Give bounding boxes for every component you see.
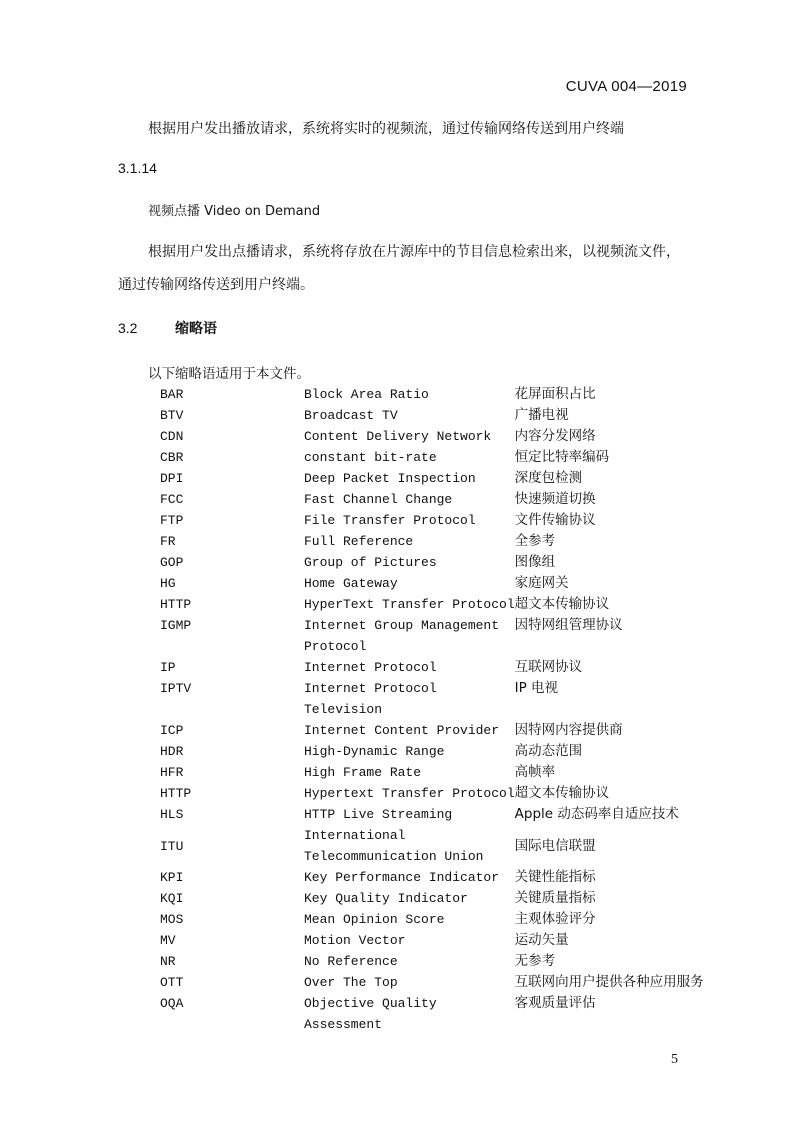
- abbreviation-code: HDR: [160, 744, 184, 759]
- abbreviation-full-term: Key Performance Indicator: [304, 870, 500, 885]
- abbreviation-full-term: File Transfer Protocol: [304, 513, 476, 528]
- abbreviation-row: [148, 531, 704, 552]
- abbreviation-chinese-term: 互联网协议: [514, 659, 583, 675]
- abbreviation-full-term: Objective Quality Assessment: [304, 996, 437, 1032]
- abbreviation-row: [148, 930, 704, 951]
- abbreviation-chinese-term: 快速频道切换: [514, 491, 596, 507]
- abbreviation-code: KPI: [160, 870, 184, 885]
- abbreviation-row: [148, 783, 704, 804]
- abbreviation-full-term: Broadcast TV: [304, 408, 398, 423]
- abbreviation-row: [148, 657, 704, 678]
- abbreviation-full-term: Content Delivery Network: [304, 429, 492, 444]
- abbreviation-code: FCC: [160, 492, 184, 507]
- abbreviation-full-term: Hypertext Transfer Protocol: [304, 786, 515, 801]
- abbreviation-code: NR: [160, 954, 176, 969]
- abbreviation-code: HLS: [160, 807, 184, 822]
- abbreviation-row: [148, 447, 704, 468]
- abbreviation-full-term: No Reference: [304, 954, 398, 969]
- abbreviation-chinese-term: 家庭网关: [514, 575, 569, 591]
- abbreviation-row: [148, 678, 704, 720]
- clause-number: 3.1.14: [118, 160, 157, 176]
- abbreviation-code: CBR: [160, 450, 184, 465]
- abbreviation-full-term: HyperText Transfer Protocol: [304, 597, 515, 612]
- abbreviation-full-term: Internet Protocol Television: [304, 681, 437, 717]
- abbreviation-code: BTV: [160, 408, 184, 423]
- abbreviation-chinese-term: 无参考: [514, 953, 556, 969]
- abbreviation-row: [148, 405, 704, 426]
- abbreviation-full-term: Motion Vector: [304, 933, 406, 948]
- abbreviation-chinese-term: Apple 动态码率自适应技术: [514, 806, 679, 822]
- abbreviation-code: HG: [160, 576, 176, 591]
- abbreviation-code: BAR: [160, 387, 184, 402]
- abbreviation-code: KQI: [160, 891, 184, 906]
- abbreviation-full-term: Deep Packet Inspection: [304, 471, 476, 486]
- abbreviation-full-term: constant bit-rate: [304, 450, 437, 465]
- abbreviation-chinese-term: 因特网内容提供商: [514, 722, 623, 738]
- abbreviation-code: OQA: [160, 996, 184, 1011]
- abbreviation-row: [148, 909, 704, 930]
- abbreviation-full-term: Fast Channel Change: [304, 492, 453, 507]
- abbreviation-full-term: High Frame Rate: [304, 765, 422, 780]
- abbreviation-chinese-term: 图像组: [514, 554, 556, 570]
- abbreviation-full-term: Block Area Ratio: [304, 387, 429, 402]
- abbreviation-chinese-term: 关键质量指标: [514, 890, 596, 906]
- abbreviation-chinese-term: 深度包检测: [514, 470, 583, 486]
- abbreviation-row: [148, 720, 704, 741]
- abbreviation-code: MV: [160, 933, 176, 948]
- abbreviation-row: [148, 888, 704, 909]
- abbreviation-row: [148, 762, 704, 783]
- abbreviation-chinese-term: 高帧率: [514, 764, 556, 780]
- abbreviation-code: IGMP: [160, 618, 192, 633]
- abbreviation-chinese-term: 花屏面积占比: [514, 386, 596, 402]
- abbreviation-chinese-term: 广播电视: [514, 407, 569, 423]
- abbreviation-row: [148, 594, 704, 615]
- clause-definition: 根据用户发出点播请求，系统将存放在片源库中的节目信息检索出来，以视频流文件，通过传输网络传送到用户终端。: [118, 244, 680, 293]
- abbreviation-full-term: Full Reference: [304, 534, 414, 549]
- abbreviation-full-term: Group of Pictures: [304, 555, 437, 570]
- abbreviation-code: ICP: [160, 723, 184, 738]
- abbreviation-chinese-term: 关键性能指标: [514, 869, 596, 885]
- abbreviation-code: ITU: [160, 838, 184, 854]
- abbreviation-code: HFR: [160, 765, 184, 780]
- abbreviation-chinese-term: 因特网组管理协议: [514, 617, 623, 633]
- abbreviation-code: IP: [160, 660, 176, 675]
- abbreviation-row: [148, 804, 704, 825]
- abbreviation-row: [148, 384, 704, 405]
- abbreviation-chinese-term: 恒定比特率编码: [514, 449, 610, 465]
- abbreviation-chinese-term: 全参考: [514, 533, 556, 549]
- abbreviation-chinese-term: IP 电视: [514, 680, 559, 696]
- document-header-id: CUVA 004—2019: [565, 78, 687, 95]
- abbreviation-chinese-term: 运动矢量: [514, 932, 569, 948]
- abbreviation-row: [148, 615, 704, 657]
- page-number: 5: [671, 1052, 678, 1067]
- abbreviation-row: [148, 510, 704, 531]
- abbreviation-chinese-term: 国际电信联盟: [514, 837, 596, 854]
- abbreviation-code: HTTP: [160, 597, 192, 612]
- abbreviation-full-term: HTTP Live Streaming: [304, 807, 453, 822]
- abbreviation-full-term: International Telecommunication Union: [304, 828, 484, 864]
- abbreviation-full-term: Key Quality Indicator: [304, 891, 468, 906]
- abbreviation-code: DPI: [160, 471, 184, 486]
- abbreviation-full-term: Home Gateway: [304, 576, 398, 591]
- abbreviation-chinese-term: 高动态范围: [514, 743, 583, 759]
- abbreviation-full-term: High-Dynamic Range: [304, 744, 445, 759]
- abbreviation-code: HTTP: [160, 786, 192, 801]
- abbreviation-chinese-term: 文件传输协议: [514, 512, 596, 528]
- abbreviation-full-term: Over The Top: [304, 975, 398, 990]
- abbreviation-row: [148, 825, 704, 867]
- section-title: 缩略语: [175, 321, 217, 337]
- clause-term: 视频点播 Video on Demand: [148, 204, 321, 219]
- abbreviation-full-term: Internet Group Management Protocol: [304, 618, 500, 654]
- abbreviation-full-term: Internet Protocol: [304, 660, 437, 675]
- abbreviation-row: [148, 468, 704, 489]
- abbreviation-code: MOS: [160, 912, 184, 927]
- abbreviation-code: FR: [160, 534, 176, 549]
- abbreviation-row: [148, 951, 704, 972]
- abbreviation-chinese-term: 互联网向用户提供各种应用服务: [514, 974, 704, 990]
- abbreviation-chinese-term: 内容分发网络: [514, 428, 596, 444]
- abbreviation-row: [148, 489, 704, 510]
- abbreviation-chinese-term: 客观质量评估: [514, 995, 596, 1011]
- abbreviation-row: [148, 972, 704, 993]
- abbreviation-table: [148, 384, 704, 1035]
- abbreviation-code: OTT: [160, 975, 184, 990]
- abbreviation-row: [148, 741, 704, 762]
- section-heading: [118, 318, 217, 338]
- abbreviation-row: [148, 573, 704, 594]
- abbreviation-chinese-term: 超文本传输协议: [514, 785, 610, 801]
- abbreviation-code: FTP: [160, 513, 184, 528]
- abbreviation-code: CDN: [160, 429, 184, 444]
- abbreviation-row: [148, 993, 704, 1035]
- abbreviation-full-term: Internet Content Provider: [304, 723, 500, 738]
- abbreviation-full-term: Mean Opinion Score: [304, 912, 445, 927]
- section-number: 3.2: [118, 320, 138, 336]
- abbreviation-code: GOP: [160, 555, 184, 570]
- paragraph-live-streaming: 根据用户发出播放请求，系统将实时的视频流，通过传输网络传送到用户终端: [148, 121, 624, 137]
- abbreviation-chinese-term: 超文本传输协议: [514, 596, 610, 612]
- abbreviation-code: IPTV: [160, 681, 192, 696]
- abbreviation-intro: 以下缩略语适用于本文件。: [148, 366, 310, 382]
- abbreviation-row: [148, 426, 704, 447]
- abbreviation-chinese-term: 主观体验评分: [514, 911, 596, 927]
- abbreviation-row: [148, 552, 704, 573]
- abbreviation-row: [148, 867, 704, 888]
